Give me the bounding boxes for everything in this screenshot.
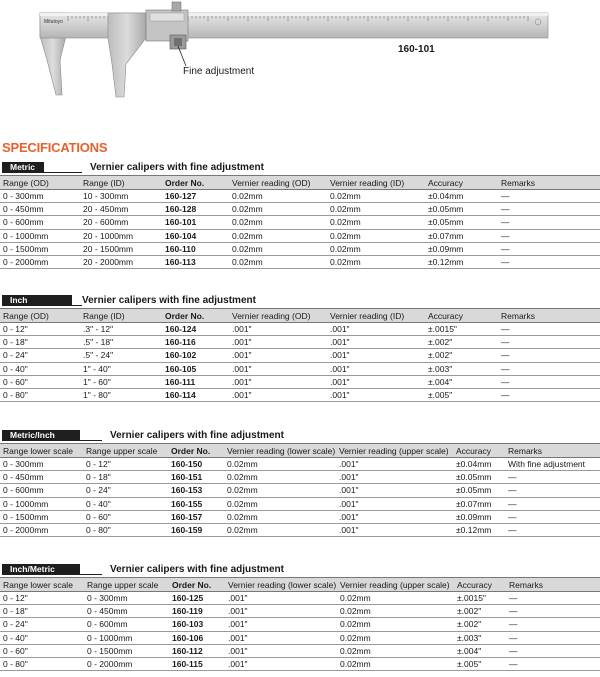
col-header: Remarks <box>505 444 600 458</box>
spec-table <box>0 577 600 671</box>
col-header: Range (ID) <box>80 176 162 190</box>
order-no-cell: 160-153 <box>168 484 224 497</box>
table-cell: .001" <box>336 510 453 523</box>
table-cell: .001" <box>327 388 425 401</box>
table-cell: — <box>506 631 600 644</box>
order-no-cell: 160-101 <box>162 216 229 229</box>
table-cell: 0 - 12" <box>0 323 80 336</box>
order-no-cell: 160-110 <box>162 242 229 255</box>
model-label: 160-101 <box>398 44 435 55</box>
table-cell: .5" - 18" <box>80 336 162 349</box>
order-no-cell: 160-115 <box>169 657 225 670</box>
table-cell: 0 - 600mm <box>0 484 83 497</box>
col-header: Vernier reading (upper scale) <box>336 444 453 458</box>
table-cell: 0 - 1000mm <box>0 229 80 242</box>
table-cell: 0 - 60" <box>0 644 84 657</box>
table-cell: 0 - 1000mm <box>0 497 83 510</box>
table-cell: ±.004" <box>454 644 506 657</box>
spec-table <box>0 443 600 537</box>
table-cell: — <box>506 592 600 605</box>
table-row <box>0 362 600 375</box>
table-cell: .001" <box>225 605 337 618</box>
col-header: Accuracy <box>425 309 498 323</box>
table-header-row <box>0 578 600 592</box>
table-cell: 0.02mm <box>229 229 327 242</box>
table-cell: — <box>498 242 600 255</box>
table-body <box>0 190 600 269</box>
col-header: Vernier reading (OD) <box>229 309 327 323</box>
col-header: Order No. <box>162 176 229 190</box>
table-cell: 0 - 600mm <box>0 216 80 229</box>
table-row <box>0 592 600 605</box>
table-cell: 0.02mm <box>224 510 336 523</box>
table-cell: ±.002" <box>454 605 506 618</box>
table-cell: 0 - 12" <box>0 592 84 605</box>
table-cell: .001" <box>229 388 327 401</box>
table-cell: 0.02mm <box>337 631 454 644</box>
table-cell: 0 - 80" <box>0 388 80 401</box>
table-cell: 0.02mm <box>327 203 425 216</box>
table-cell: .5" - 24" <box>80 349 162 362</box>
spec-table <box>0 308 600 402</box>
table-row <box>0 349 600 362</box>
table-cell: ±.002" <box>425 349 498 362</box>
col-header: Remarks <box>506 578 600 592</box>
table-cell: 0.02mm <box>327 229 425 242</box>
table-row <box>0 484 600 497</box>
table-cell: 0.02mm <box>229 216 327 229</box>
section-caption: Vernier calipers with fine adjustment <box>90 162 264 173</box>
table-cell: .001" <box>225 657 337 670</box>
table-cell: 20 - 1500mm <box>80 242 162 255</box>
table-cell: 0 - 450mm <box>84 605 169 618</box>
col-header: Vernier reading (ID) <box>327 176 425 190</box>
table-row <box>0 657 600 670</box>
table-cell: — <box>498 323 600 336</box>
table-header-row <box>0 176 600 190</box>
col-header: Order No. <box>168 444 224 458</box>
specifications-title: SPECIFICATIONS <box>2 140 108 155</box>
table-cell: 0.02mm <box>327 255 425 268</box>
table-cell: 20 - 600mm <box>80 216 162 229</box>
table-cell: 0.02mm <box>229 255 327 268</box>
table-cell: .001" <box>336 484 453 497</box>
table-cell: 0.02mm <box>337 657 454 670</box>
spec-table <box>0 175 600 269</box>
table-cell: ±.003" <box>425 362 498 375</box>
table-cell: 20 - 2000mm <box>80 255 162 268</box>
table-cell: ±.003" <box>454 631 506 644</box>
table-cell: ±.002" <box>454 618 506 631</box>
table-cell: 1" - 40" <box>80 362 162 375</box>
order-no-cell: 160-113 <box>162 255 229 268</box>
table-cell: .001" <box>225 631 337 644</box>
table-cell: — <box>498 216 600 229</box>
col-header: Accuracy <box>454 578 506 592</box>
order-no-cell: 160-105 <box>162 362 229 375</box>
section-tag: Metric/Inch <box>2 430 80 441</box>
table-cell: ±0.05mm <box>425 216 498 229</box>
table-cell: 0.02mm <box>337 644 454 657</box>
col-header: Vernier reading (lower scale) <box>224 444 336 458</box>
table-cell: 0 - 24" <box>0 618 84 631</box>
table-cell: 0 - 2000mm <box>84 657 169 670</box>
table-cell: .001" <box>229 362 327 375</box>
table-cell: .001" <box>225 592 337 605</box>
table-cell: .001" <box>225 644 337 657</box>
col-header: Vernier reading (ID) <box>327 309 425 323</box>
table-cell: 0 - 1500mm <box>0 510 83 523</box>
table-cell: 0.02mm <box>224 523 336 536</box>
table-row <box>0 618 600 631</box>
col-header: Range lower scale <box>0 578 84 592</box>
table-cell: ±0.09mm <box>425 242 498 255</box>
table-header-row <box>0 444 600 458</box>
table-cell: 0.02mm <box>327 216 425 229</box>
table-cell: ±.002" <box>425 336 498 349</box>
table-row <box>0 336 600 349</box>
col-header: Remarks <box>498 309 600 323</box>
table-cell: ±0.05mm <box>425 203 498 216</box>
table-cell: 0 - 60" <box>0 375 80 388</box>
table-cell: .001" <box>229 375 327 388</box>
section-tag: Inch/Metric <box>2 564 80 575</box>
col-header: Vernier reading (OD) <box>229 176 327 190</box>
order-no-cell: 160-114 <box>162 388 229 401</box>
table-cell: 0 - 1000mm <box>84 631 169 644</box>
col-header: Range (OD) <box>0 176 80 190</box>
col-header: Order No. <box>169 578 225 592</box>
table-cell: 0.02mm <box>224 458 336 471</box>
table-cell: 20 - 450mm <box>80 203 162 216</box>
table-row <box>0 203 600 216</box>
order-no-cell: 160-104 <box>162 229 229 242</box>
col-header: Range upper scale <box>83 444 168 458</box>
col-header: Accuracy <box>425 176 498 190</box>
section-tag: Inch <box>2 295 72 306</box>
section-inch-metric <box>0 562 600 671</box>
table-cell: 0.02mm <box>224 497 336 510</box>
table-cell: — <box>505 471 600 484</box>
table-cell: 10 - 300mm <box>80 190 162 203</box>
order-no-cell: 160-112 <box>169 644 225 657</box>
table-cell: — <box>505 484 600 497</box>
table-cell: 0.02mm <box>229 203 327 216</box>
table-cell: — <box>498 388 600 401</box>
table-cell: — <box>498 349 600 362</box>
table-body <box>0 592 600 671</box>
table-cell: 1" - 60" <box>80 375 162 388</box>
table-row <box>0 242 600 255</box>
section-caption: Vernier calipers with fine adjustment <box>110 564 284 575</box>
table-cell: 0 - 18" <box>0 605 84 618</box>
table-cell: ±.005" <box>425 388 498 401</box>
table-row <box>0 388 600 401</box>
section-metric <box>0 160 600 269</box>
table-row <box>0 255 600 268</box>
table-row <box>0 229 600 242</box>
table-cell: 0 - 2000mm <box>0 255 80 268</box>
col-header: Range lower scale <box>0 444 83 458</box>
table-cell: ±0.04mm <box>453 458 505 471</box>
table-cell: — <box>505 523 600 536</box>
table-row <box>0 216 600 229</box>
table-cell: 0 - 1500mm <box>0 242 80 255</box>
brand-label: Mitutoyo <box>44 19 63 25</box>
table-cell: .001" <box>327 336 425 349</box>
section-tag: Metric <box>2 162 44 173</box>
order-no-cell: 160-125 <box>169 592 225 605</box>
order-no-cell: 160-119 <box>169 605 225 618</box>
table-body <box>0 323 600 402</box>
caliper-photo <box>0 0 600 100</box>
table-cell: .001" <box>229 323 327 336</box>
table-cell: 0 - 1500mm <box>84 644 169 657</box>
section-metric-inch <box>0 428 600 537</box>
movable-jaw <box>108 13 146 97</box>
table-cell: 0.02mm <box>337 618 454 631</box>
table-row <box>0 523 600 536</box>
table-cell: 0 - 2000mm <box>0 523 83 536</box>
table-cell: 0 - 40" <box>0 631 84 644</box>
table-cell: ±0.07mm <box>425 229 498 242</box>
table-cell: 0.02mm <box>224 471 336 484</box>
table-cell: — <box>506 605 600 618</box>
table-cell: — <box>498 203 600 216</box>
order-no-cell: 160-111 <box>162 375 229 388</box>
order-no-cell: 160-124 <box>162 323 229 336</box>
table-cell: .001" <box>336 497 453 510</box>
table-row <box>0 644 600 657</box>
table-cell: 0.02mm <box>229 190 327 203</box>
table-cell: 0.02mm <box>229 242 327 255</box>
table-cell: ±.005" <box>454 657 506 670</box>
col-header: Accuracy <box>453 444 505 458</box>
table-cell: .001" <box>327 375 425 388</box>
fine-adjustment-label: Fine adjustment <box>183 66 255 77</box>
table-cell: 0.02mm <box>224 484 336 497</box>
table-cell: 0.02mm <box>327 190 425 203</box>
col-header: Range (OD) <box>0 309 80 323</box>
table-cell: 0 - 18" <box>83 471 168 484</box>
table-cell: — <box>498 362 600 375</box>
table-cell: 0.02mm <box>327 242 425 255</box>
table-cell: 0 - 450mm <box>0 203 80 216</box>
table-cell: .3" - 12" <box>80 323 162 336</box>
table-row <box>0 605 600 618</box>
col-header: Range (ID) <box>80 309 162 323</box>
table-cell: — <box>505 510 600 523</box>
table-cell: — <box>506 618 600 631</box>
table-cell: 1" - 80" <box>80 388 162 401</box>
table-cell: — <box>498 336 600 349</box>
table-cell: 0 - 300mm <box>0 458 83 471</box>
col-header: Vernier reading (upper scale) <box>337 578 454 592</box>
table-row <box>0 471 600 484</box>
table-cell: ±.0015" <box>425 323 498 336</box>
table-cell: .001" <box>327 323 425 336</box>
table-header-row <box>0 309 600 323</box>
order-no-cell: 160-157 <box>168 510 224 523</box>
table-cell: 0 - 300mm <box>84 592 169 605</box>
table-body <box>0 458 600 537</box>
table-row <box>0 375 600 388</box>
table-cell: .001" <box>336 471 453 484</box>
table-cell: .001" <box>336 523 453 536</box>
table-cell: 0 - 12" <box>83 458 168 471</box>
order-no-cell: 160-159 <box>168 523 224 536</box>
order-no-cell: 160-151 <box>168 471 224 484</box>
table-cell: ±0.12mm <box>425 255 498 268</box>
table-cell: ±0.09mm <box>453 510 505 523</box>
table-cell: .001" <box>336 458 453 471</box>
table-cell: 0 - 18" <box>0 336 80 349</box>
order-no-cell: 160-127 <box>162 190 229 203</box>
col-header: Order No. <box>162 309 229 323</box>
order-no-cell: 160-150 <box>168 458 224 471</box>
table-row <box>0 497 600 510</box>
table-cell: 0 - 600mm <box>84 618 169 631</box>
table-row <box>0 190 600 203</box>
table-cell: 0 - 60" <box>83 510 168 523</box>
table-cell: 0 - 24" <box>83 484 168 497</box>
table-cell: 0 - 40" <box>83 497 168 510</box>
table-cell: — <box>498 375 600 388</box>
col-header: Range upper scale <box>84 578 169 592</box>
table-cell: ±.0015" <box>454 592 506 605</box>
table-cell: ±0.04mm <box>425 190 498 203</box>
table-cell: 0 - 450mm <box>0 471 83 484</box>
table-cell: — <box>505 497 600 510</box>
table-cell: With fine adjustment <box>505 458 600 471</box>
section-caption: Vernier calipers with fine adjustment <box>110 430 284 441</box>
table-cell: 0 - 40" <box>0 362 80 375</box>
col-header: Remarks <box>498 176 600 190</box>
table-cell: 0.02mm <box>337 592 454 605</box>
table-cell: 20 - 1000mm <box>80 229 162 242</box>
table-cell: .001" <box>229 349 327 362</box>
table-cell: 0 - 80" <box>0 657 84 670</box>
table-cell: — <box>506 657 600 670</box>
order-no-cell: 160-103 <box>169 618 225 631</box>
table-cell: — <box>506 644 600 657</box>
table-cell: 0 - 24" <box>0 349 80 362</box>
table-row <box>0 510 600 523</box>
table-cell: 0.02mm <box>337 605 454 618</box>
order-no-cell: 160-128 <box>162 203 229 216</box>
order-no-cell: 160-106 <box>169 631 225 644</box>
table-cell: .001" <box>327 349 425 362</box>
table-cell: — <box>498 190 600 203</box>
table-row <box>0 323 600 336</box>
table-row <box>0 631 600 644</box>
order-no-cell: 160-116 <box>162 336 229 349</box>
section-inch <box>0 293 600 402</box>
table-cell: ±0.07mm <box>453 497 505 510</box>
table-cell: — <box>498 255 600 268</box>
table-cell: ±0.05mm <box>453 471 505 484</box>
col-header: Vernier reading (lower scale) <box>225 578 337 592</box>
table-cell: 0 - 300mm <box>0 190 80 203</box>
table-cell: 0 - 80" <box>83 523 168 536</box>
table-cell: .001" <box>225 618 337 631</box>
table-cell: ±.004" <box>425 375 498 388</box>
table-cell: ±0.05mm <box>453 484 505 497</box>
order-no-cell: 160-155 <box>168 497 224 510</box>
table-cell: — <box>498 229 600 242</box>
section-caption: Vernier calipers with fine adjustment <box>82 295 256 306</box>
order-no-cell: 160-102 <box>162 349 229 362</box>
table-cell: .001" <box>229 336 327 349</box>
table-cell: .001" <box>327 362 425 375</box>
table-cell: ±0.12mm <box>453 523 505 536</box>
table-row <box>0 458 600 471</box>
